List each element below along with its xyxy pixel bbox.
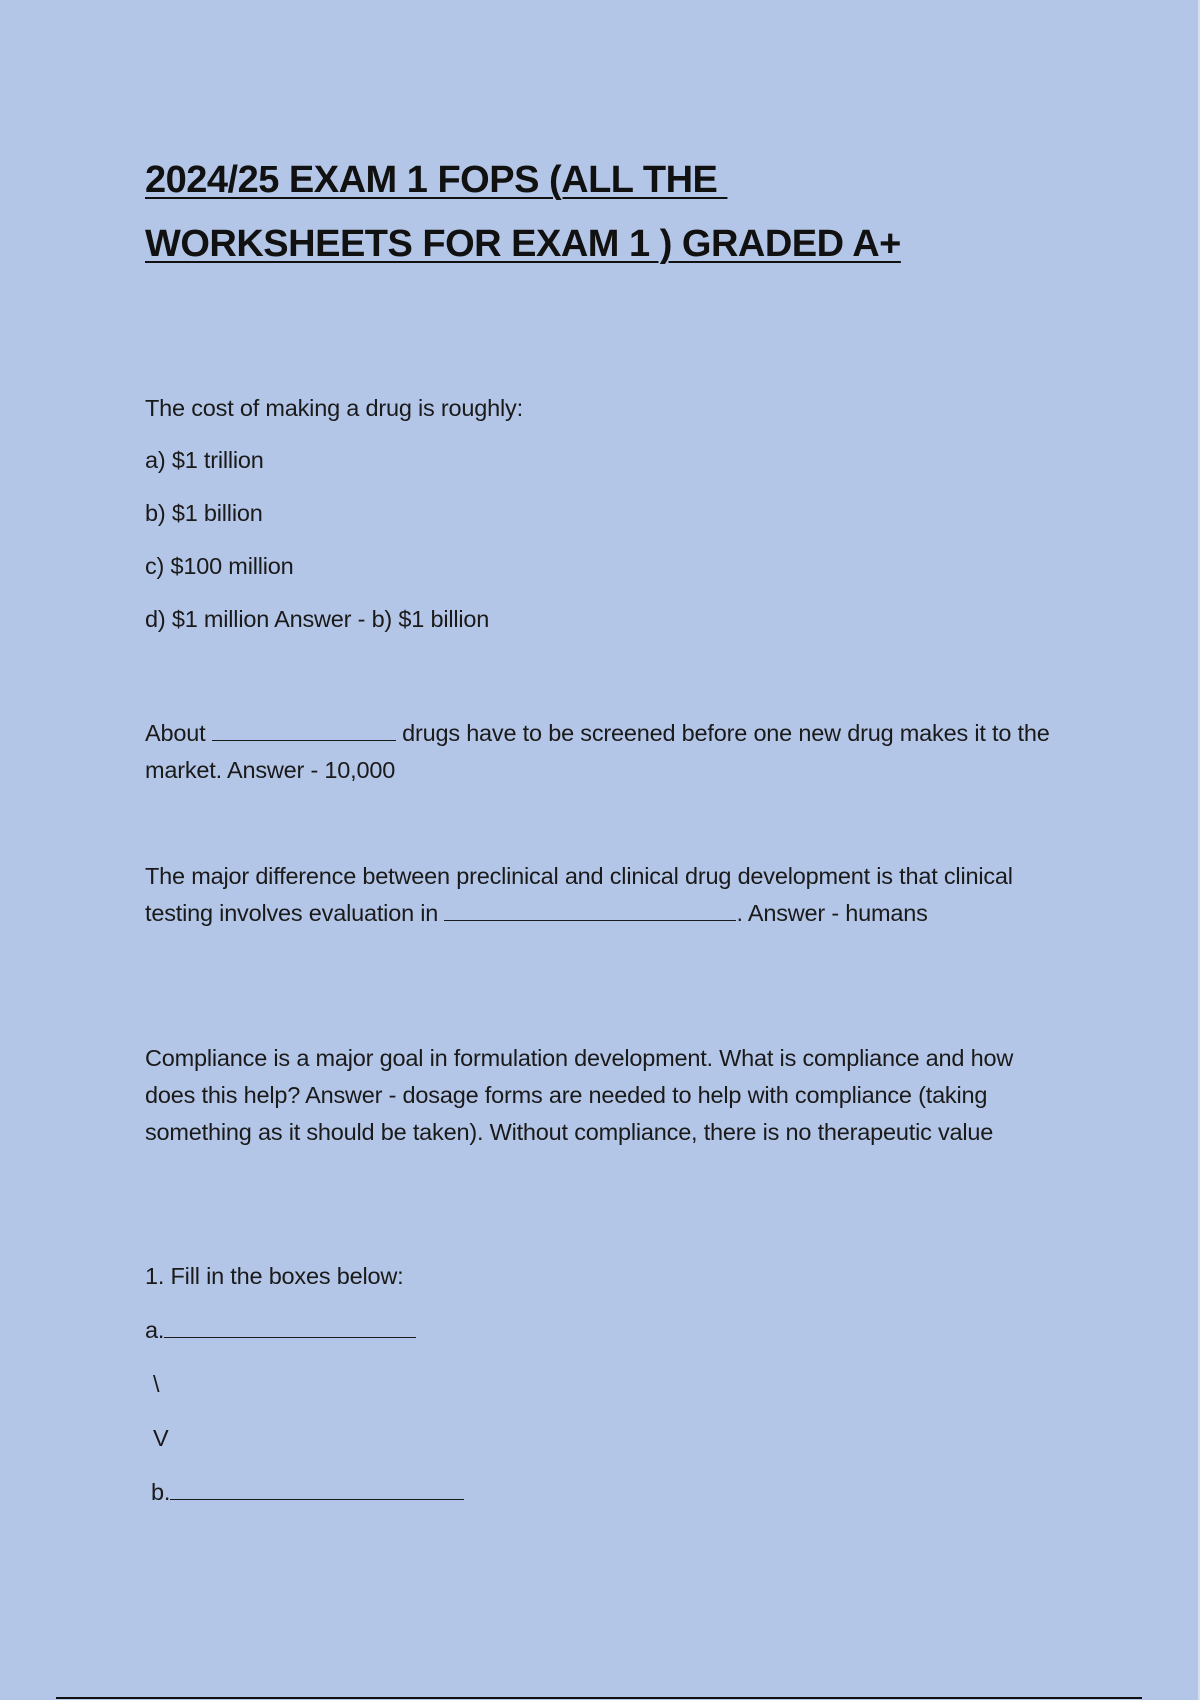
blank-a-row: [145, 1312, 1065, 1366]
blank-b-line: [170, 1475, 464, 1500]
question-preclinical-clinical: [145, 858, 1065, 932]
arrow-v: V: [153, 1425, 169, 1451]
question-drugs-screened: [145, 715, 1065, 789]
blank-a-label: a.: [145, 1317, 165, 1343]
option-c: c) $100 million: [145, 553, 294, 579]
question-text-after-blank: drugs have to be screened before one new drug makes it to the market. Answer - 10,000: [145, 720, 1050, 783]
fill-in-blank: [212, 716, 396, 741]
blank-a-line: [164, 1313, 416, 1338]
fill-in-blank: [444, 896, 736, 921]
title-line-1: 2024/25 EXAM 1 FOPS (ALL THE: [145, 159, 728, 201]
document-body: [145, 148, 1065, 1505]
document-title: [145, 148, 1065, 276]
question-drug-cost: [145, 390, 1065, 654]
footer-rule: [56, 1697, 1142, 1699]
question-text-before-blank: About: [145, 720, 212, 746]
blank-b-row: [145, 1474, 1065, 1528]
question-stem: The cost of making a drug is roughly:: [145, 395, 523, 421]
question-stem: 1. Fill in the boxes below:: [145, 1263, 404, 1289]
question-text-before-blank: The major difference between preclinical and clinical drug development is that clinical testing involves evaluation in: [145, 863, 1013, 926]
question-text-after-blank: . Answer - humans: [736, 900, 928, 926]
blank-b-label: b.: [151, 1479, 171, 1505]
option-a: a) $1 trillion: [145, 447, 264, 473]
option-b: b) $1 billion: [145, 500, 263, 526]
question-fill-boxes: [145, 1258, 1065, 1528]
question-text: Compliance is a major goal in formulation development. What is compliance and how does this help? Answer - dosage forms are needed to help with compliance (taking something as it should be taken). Without compliance, there is no therapeutic value: [145, 1045, 1014, 1145]
title-line-2: WORKSHEETS FOR EXAM 1 ) GRADED A+: [145, 223, 901, 265]
question-compliance: [145, 1040, 1065, 1151]
option-d-with-answer: d) $1 million Answer - b) $1 billion: [145, 606, 490, 632]
arrow-slash: \: [153, 1371, 160, 1397]
